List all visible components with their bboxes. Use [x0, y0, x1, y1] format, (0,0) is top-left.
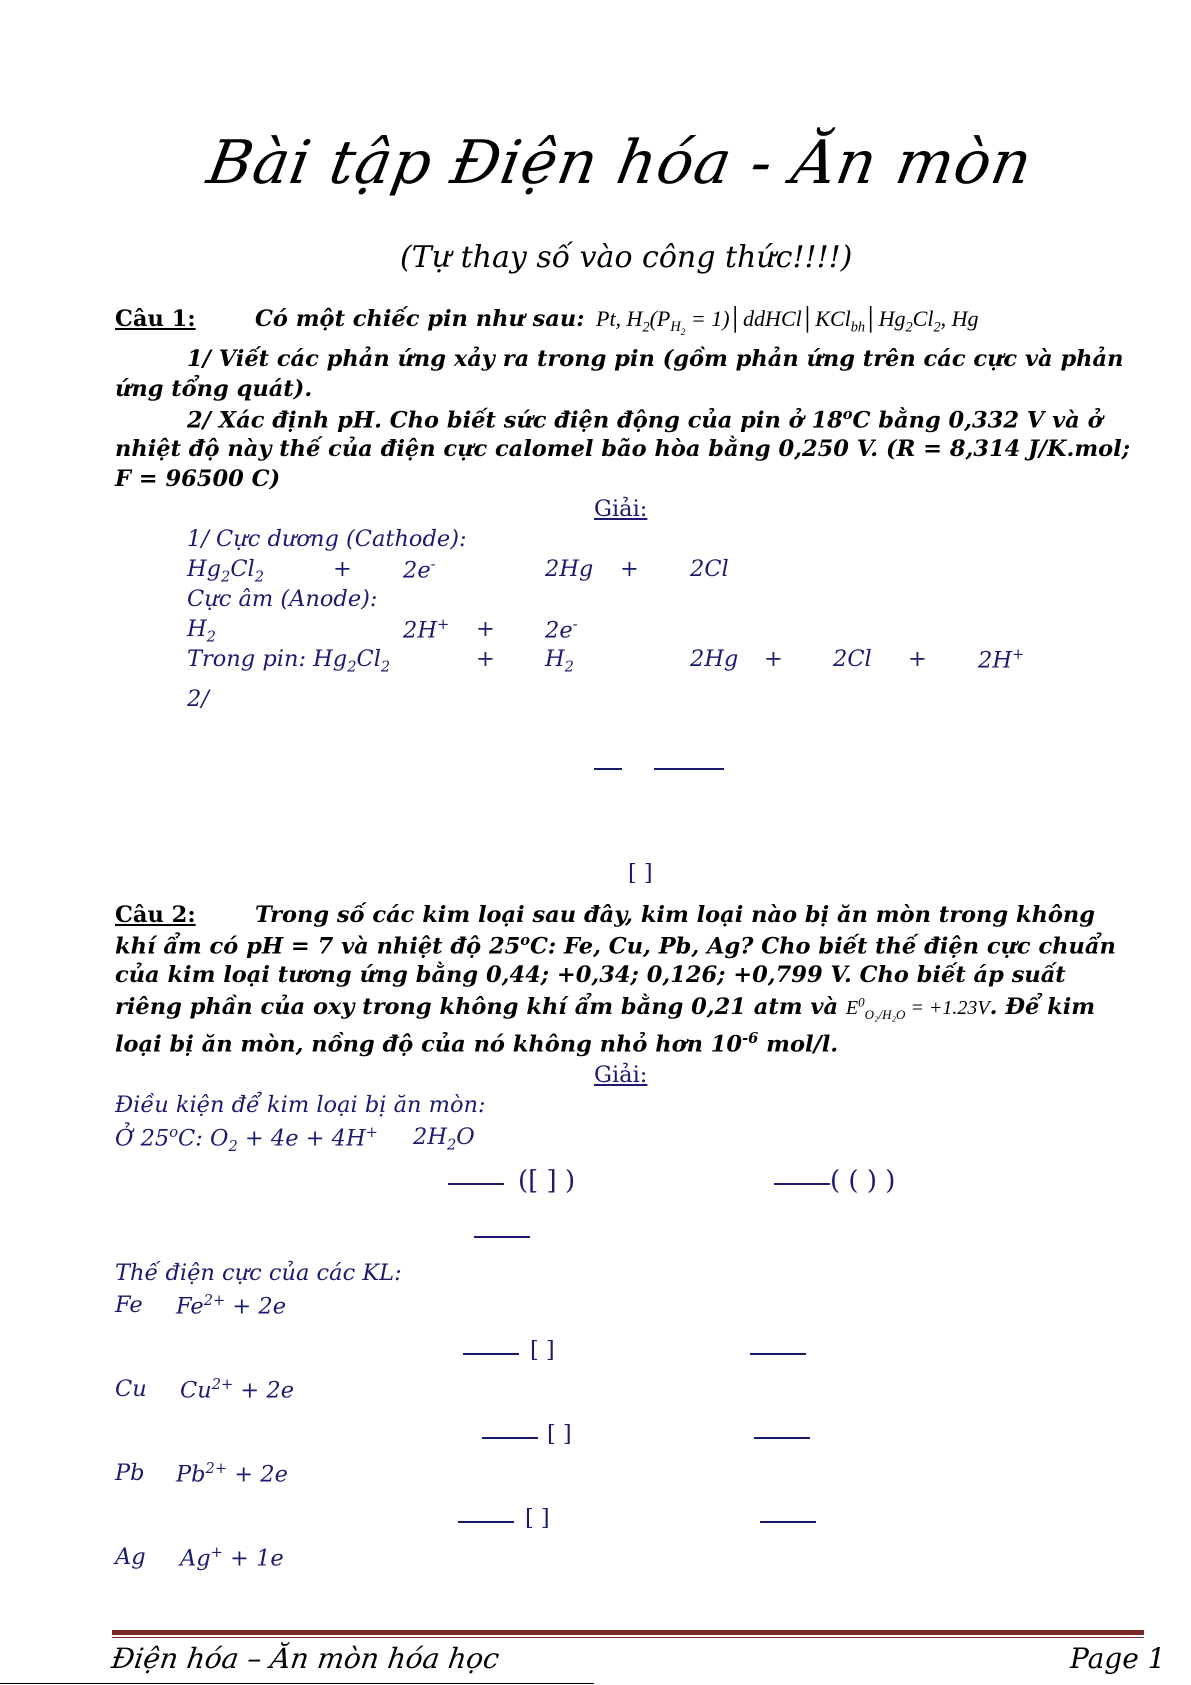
- question-2-line-3: của kim loại tương ứng bằng 0,44; +0,34; 0,126; +0,799 V. Cho biết áp suất: [115, 962, 1066, 988]
- nernst-bracket-2: ( ( ) ): [830, 1166, 896, 1196]
- ag-half-reaction: Ag+ + 1e: [180, 1544, 284, 1572]
- cathode-cl: 2Cl: [690, 556, 729, 582]
- fraction-bar: [754, 1437, 810, 1439]
- pb-half-reaction: $Pb^{2+} + 2e$: [176, 1460, 288, 1488]
- fraction-bar: [594, 768, 622, 770]
- metal-potentials-label: Thế điện cực của các KL:: [115, 1260, 402, 1286]
- anode-label: Cực âm (Anode):: [187, 586, 378, 612]
- cathode-electrons: 2e-: [403, 556, 436, 584]
- pb-bracket: [ ]: [525, 1505, 550, 1531]
- question-1-header: [115, 306, 196, 332]
- anode-hplus: 2H+: [403, 616, 450, 644]
- fraction-bar: [474, 1236, 530, 1238]
- fraction-bar: [774, 1183, 830, 1185]
- fraction-bar: [458, 1521, 514, 1523]
- cu-bracket: [ ]: [547, 1421, 572, 1447]
- question-2-header: [115, 902, 196, 928]
- metal-fe: Fe: [115, 1292, 143, 1318]
- part-2-label: 2/: [187, 686, 209, 712]
- cathode-plus-2: +: [620, 556, 639, 582]
- fraction-bar: [750, 1353, 806, 1355]
- fe-bracket: [ ]: [530, 1337, 555, 1363]
- page-subtitle: (Tự thay số vào công thức!!!!): [400, 240, 853, 275]
- fraction-bar: [654, 768, 724, 770]
- cathode-reaction: $Hg_2Cl_2$: [187, 556, 265, 586]
- question-1-line-1: 1/ Viết các phản ứng xảy ra trong pin (gồm phản ứng trên các cực và phản: [187, 346, 1124, 372]
- cell-formula: Pt, $H_2(P_{H_2}$ = $1)│ddHCl│KCl_{bh}│Hg_2Cl_2$, Hg: [596, 306, 979, 339]
- overall-plus: +: [476, 646, 495, 672]
- question-2-line-5: loại bị ăn mòn, nồng độ của nó không nhỏ hơn $10^{-6}$ mol/l.: [115, 1030, 839, 1058]
- fe-half-reaction: $Fe^{2+} + 2e$: [176, 1292, 287, 1320]
- footer-rule-thin: [112, 1637, 1144, 1638]
- overall-h2: $H_2$: [545, 646, 574, 676]
- question-1-line-2: ứng tổng quát).: [115, 376, 313, 402]
- question-1-line-5: F = 96500 C): [115, 466, 281, 492]
- anode-h2: $H_2$: [187, 616, 216, 646]
- question-1-label: Câu 1:: [115, 306, 196, 332]
- metal-pb: Pb: [115, 1460, 145, 1486]
- water-product: $2H_2O$: [413, 1124, 475, 1154]
- bracket-expression: [ ]: [628, 860, 653, 886]
- fraction-bar: [448, 1183, 504, 1185]
- cathode-hg: 2Hg: [545, 556, 594, 582]
- anode-electrons: 2e-: [545, 616, 578, 644]
- corrosion-condition-label: Điều kiện để kim loại bị ăn mòn:: [115, 1092, 486, 1118]
- page-title: Bài tập Điện hóa - Ăn mòn: [202, 128, 1038, 198]
- anode-plus: +: [476, 616, 495, 642]
- overall-cl: 2Cl: [833, 646, 872, 672]
- fraction-bar: [482, 1437, 538, 1439]
- question-1-line-3: 2/ Xác định pH. Cho biết sức điện động của pin ở 18$^o$C bằng 0,332 V và ở: [187, 406, 1103, 434]
- page-bottom-rule: [0, 1683, 594, 1684]
- overall-label: Trong pin: $Hg_2Cl_2$: [187, 646, 391, 676]
- overall-hg: 2Hg: [690, 646, 739, 672]
- metal-cu: Cu: [115, 1376, 147, 1402]
- fraction-bar: [463, 1353, 519, 1355]
- cathode-label: 1/ Cực dương (Cathode):: [187, 526, 467, 552]
- cu-half-reaction: $Cu^{2+} + 2e$: [180, 1376, 295, 1404]
- solution-1-heading: Giải:: [594, 496, 648, 522]
- footer-rule: [112, 1630, 1144, 1635]
- footer-page-number: Page 1: [1070, 1642, 1166, 1675]
- footer-document-title: Điện hóa – Ăn mòn hóa học: [109, 1642, 502, 1675]
- question-2-line-1: Trong số các kim loại sau đây, kim loại nào bị ăn mòn trong không: [255, 902, 1096, 928]
- solution-2-heading: Giải:: [594, 1062, 648, 1088]
- oxygen-potential-formula: $E^0_{O_2/H_2O} = +1.23V$: [845, 994, 990, 1022]
- overall-plus-2: +: [764, 646, 783, 672]
- metal-ag: Ag: [115, 1544, 146, 1570]
- question-2-line-2: khí ẩm có pH = 7 và nhiệt độ 25$^o$C: Fe, Cu, Pb, Ag? Cho biết thế điện cực chuẩn: [115, 932, 1116, 960]
- oxygen-reaction: Ở 25$^o$C: $O_2 + 4e + 4H^+$: [115, 1124, 378, 1155]
- cathode-plus: +: [333, 556, 352, 582]
- question-1-intro: Có một chiếc pin như sau:: [255, 306, 585, 332]
- question-1-line-4: nhiệt độ này thế của điện cực calomel bão hòa bằng 0,250 V. (R = 8,314 J/K.mol;: [115, 436, 1131, 462]
- nernst-bracket-1: ([ ] ): [518, 1166, 576, 1196]
- overall-hplus: 2H+: [978, 646, 1025, 674]
- fraction-bar: [760, 1521, 816, 1523]
- overall-plus-3: +: [908, 646, 927, 672]
- question-2-line-4: riêng phần của oxy trong không khí ẩm bằng 0,21 atm và $E^0_{O_2/H_2O} = +1.23V$. Để kim: [115, 994, 1096, 1022]
- question-2-label: Câu 2:: [115, 902, 196, 928]
